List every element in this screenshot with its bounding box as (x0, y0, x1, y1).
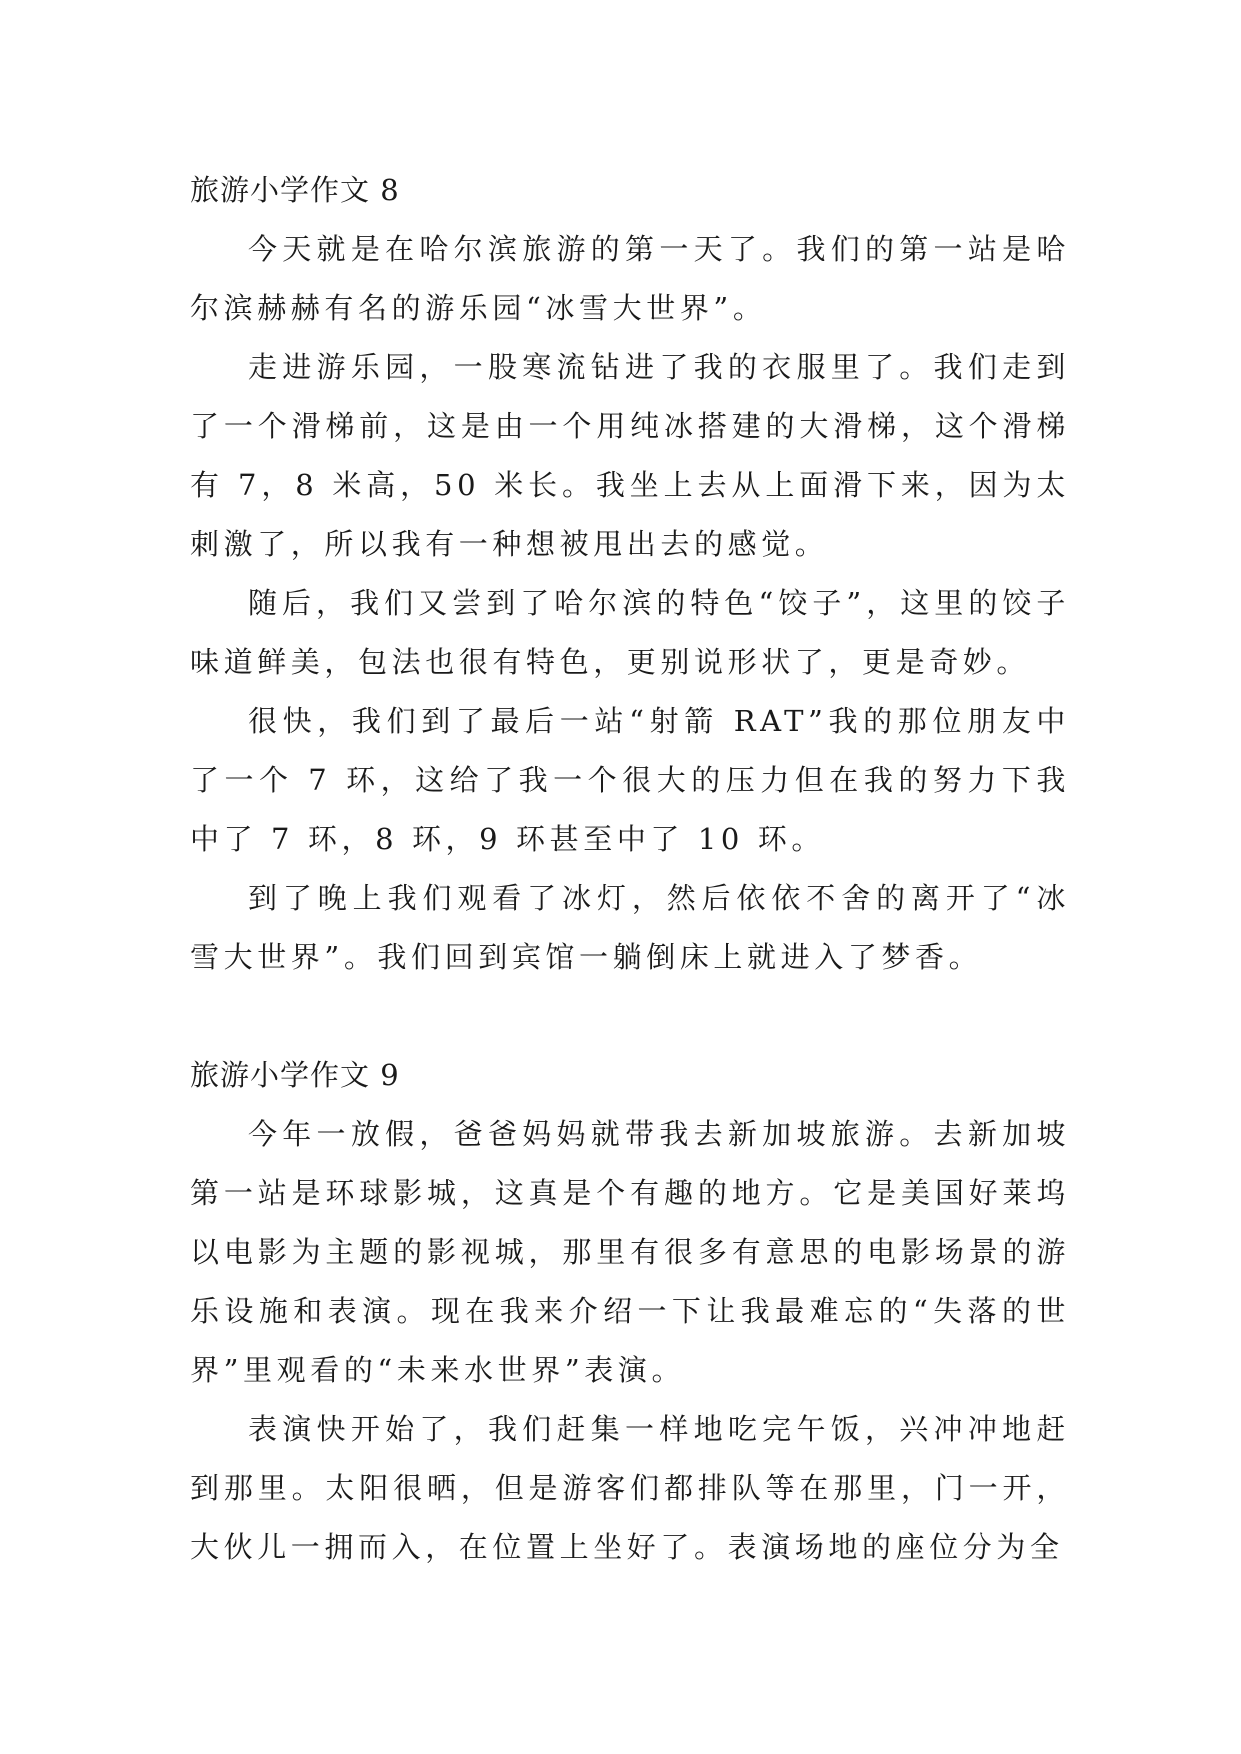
document-page (190, 160, 1070, 1577)
paragraph: 走进游乐园，一股寒流钻进了我的衣服里了。我们走到了一个滑梯前，这是由一个用纯冰搭建的大滑梯，这个滑梯有 7，8 米高，50 米长。我坐上去从上面滑下来，因为太刺激了，所以我有一种想被甩出去的感觉。 (190, 350, 1070, 561)
paragraph: 表演快开始了，我们赶集一样地吃完午饭，兴冲冲地赶到那里。太阳很晒，但是游客们都排队等在那里，门一开，大伙儿一拥而入，在位置上坐好了。表演场地的座位分为全 (190, 1412, 1070, 1564)
paragraph: 随后，我们又尝到了哈尔滨的特色“饺子”，这里的饺子味道鲜美，包法也很有特色，更别说形状了，更是奇妙。 (190, 586, 1070, 679)
essay-9 (190, 1045, 1070, 1577)
paragraph: 今年一放假，爸爸妈妈就带我去新加坡旅游。去新加坡第一站是环球影城，这真是个有趣的地方。它是美国好莱坞以电影为主题的影视城，那里有很多有意思的电影场景的游乐设施和表演。现在我来介绍一下让我最难忘的“失落的世界”里观看的“未来水世界”表演。 (190, 1117, 1070, 1387)
paragraph: 到了晚上我们观看了冰灯，然后依依不舍的离开了“冰雪大世界”。我们回到宾馆一躺倒床上就进入了梦香。 (190, 881, 1070, 974)
paragraph: 今天就是在哈尔滨旅游的第一天了。我们的第一站是哈尔滨赫赫有名的游乐园“冰雪大世界”。 (190, 232, 1070, 325)
essay-title: 旅游小学作文 8 (190, 173, 400, 207)
essay-title: 旅游小学作文 9 (190, 1058, 400, 1092)
paragraph: 很快，我们到了最后一站“射箭 RAT”我的那位朋友中了一个 7 环，这给了我一个很大的压力但在我的努力下我中了 7 环，8 环，9 环甚至中了 10 环。 (190, 704, 1070, 856)
essay-8 (190, 160, 1070, 987)
